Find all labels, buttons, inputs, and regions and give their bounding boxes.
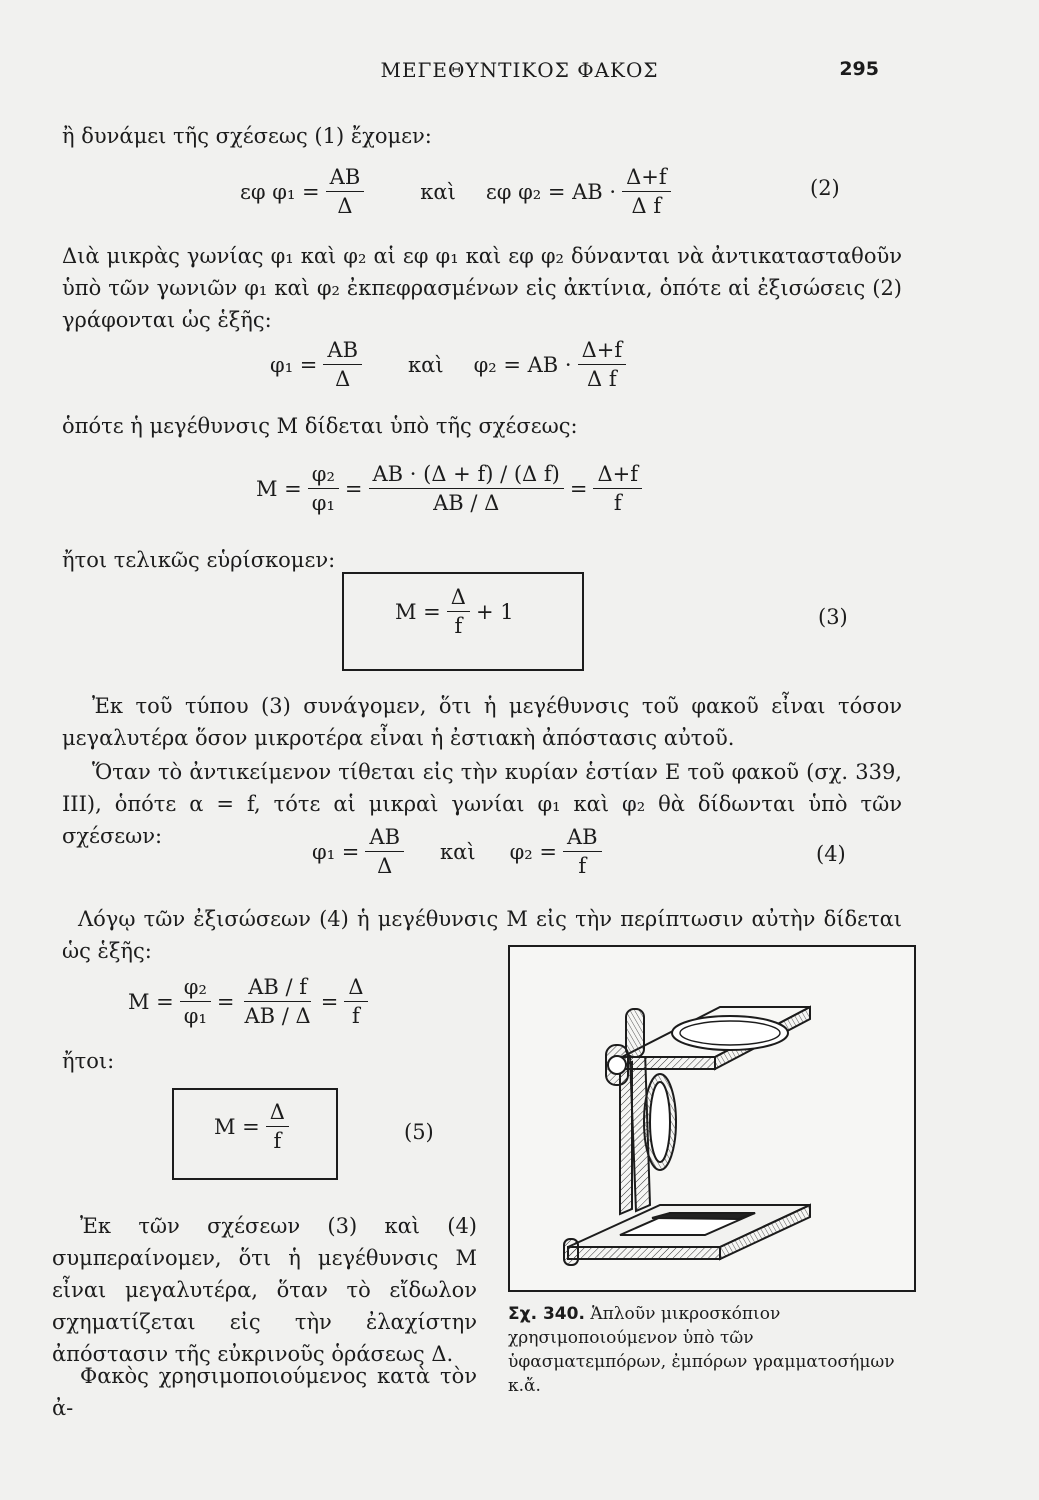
equation-4: [312, 825, 608, 878]
figure-caption: [508, 1302, 912, 1398]
eqM-fraction-1: [308, 462, 339, 515]
eq2-fraction-1: [326, 165, 365, 218]
running-header: ΜΕΓΕΘΥΝΤΙΚΟΣ ΦΑΚΟΣ: [380, 58, 659, 82]
eqM2-equals-1: =: [216, 989, 235, 1014]
eqM-equals-1: =: [344, 476, 363, 501]
eq4-lhs2: φ₂ =: [509, 839, 557, 864]
eq2b-f1-den: Δ: [335, 367, 351, 391]
eq2b-kai: καὶ: [408, 352, 444, 377]
eqM-f2-num: AB · (Δ + f) / (Δ f): [369, 462, 564, 489]
eq4-f2-den: f: [578, 854, 587, 878]
equation-4-number: (4): [816, 842, 846, 866]
paragraph-7: Λόγῳ τῶν ἐξισώσεων (4) ἡ μεγέθυνσις Μ εἰς τὴν περίπτωσιν αὐτὴν δίδεται ὡς ἑξῆς:: [62, 907, 902, 963]
eqM-fraction-3: [593, 462, 642, 515]
eqM-lhs: M =: [256, 476, 302, 501]
equation-3: [395, 585, 514, 638]
eqM-equals-2: =: [569, 476, 588, 501]
eqM-f3-num: Δ+f: [593, 462, 642, 489]
equation-M: [256, 462, 648, 515]
paragraph-4: ἤτοι τελικῶς εὑρίσκομεν:: [62, 548, 336, 572]
eq2b-lhs1: φ₁ =: [270, 352, 318, 377]
paragraph-6: Ὅταν τὸ ἀντικείμενον τίθεται εἰς τὴν κυρίαν ἑστίαν Ε τοῦ φακοῦ (σχ. 339, III), ὁπότε α = f, τότε αἱ μικραὶ γωνίαι φ₁ καὶ φ₂ θὰ δίδωνται ὑπὸ τῶν σχέσεων:: [62, 760, 902, 848]
eq2-f1-den: Δ: [337, 194, 353, 218]
eq3-fraction: [447, 585, 470, 638]
eqM2-f2-num: AB / f: [244, 975, 311, 1002]
eq3-rhs: + 1: [475, 599, 514, 624]
eq2b-f2-num: Δ+f: [578, 338, 627, 365]
paragraph-5: Ἐκ τοῦ τύπου (3) συνάγομεν, ὅτι ἡ μεγέθυνσις τοῦ φακοῦ εἶναι τόσον μεγαλυτέρα ὅσον μικροτέρα εἶναι ἡ ἐστιακὴ ἀπόστασις αὐτοῦ.: [62, 694, 902, 750]
eq2b-fraction-2: [578, 338, 627, 391]
eq2b-fraction-1: [323, 338, 362, 391]
figure-label: Σχ. 340.: [508, 1304, 585, 1324]
eqM2-f1-den: φ₁: [183, 1004, 207, 1028]
eq4-f1-num: AB: [365, 825, 404, 852]
paragraph-10: Φακὸς χρησιμοποιούμενος κατὰ τὸν ἀ-: [52, 1364, 477, 1420]
eq2-lhs1: εφ φ₁ =: [240, 179, 320, 204]
paragraph-3: ὁπότε ἡ μεγέθυνσις Μ δίδεται ὑπὸ τῆς σχέσεως:: [62, 414, 578, 438]
eq5-lhs: M =: [214, 1114, 260, 1139]
eq3-lhs: M =: [395, 599, 441, 624]
eq2-f1-num: AB: [326, 165, 365, 192]
eq2b-f1-num: AB: [323, 338, 362, 365]
paragraph-9: Ἐκ τῶν σχέσεων (3) καὶ (4) συμπεραίνομεν, ὅτι ἡ μεγέθυνσις Μ εἶναι μεγαλυτέρα, ὅταν τὸ εἴδωλον σχηματίζεται εἰς τὴν ἐλαχίστην ἀπόστασιν τῆς εὐκρινοῦς ὁράσεως Δ.: [52, 1214, 477, 1366]
eq2-kai: καὶ: [420, 179, 456, 204]
eq2-f2-den: Δ f: [631, 194, 662, 218]
eq4-lhs1: φ₁ =: [312, 839, 360, 864]
eq5-f-den: f: [273, 1129, 282, 1153]
page-number: 295: [839, 58, 879, 80]
eq4-f2-num: AB: [563, 825, 602, 852]
equation-5-number: (5): [404, 1120, 434, 1144]
eq2-f2-num: Δ+f: [622, 165, 671, 192]
eqM2-lhs: M =: [128, 989, 174, 1014]
paragraph-1: ἢ δυνάμει τῆς σχέσεως (1) ἔχομεν:: [62, 124, 432, 148]
eq4-fraction-1: [365, 825, 404, 878]
eqM-fraction-2: [369, 462, 564, 515]
equation-M2: [128, 975, 374, 1028]
eqM-f1-num: φ₂: [308, 462, 339, 489]
eqM2-equals-2: =: [320, 989, 339, 1014]
equation-3-number: (3): [818, 605, 848, 629]
eqM-f2-den: AB / Δ: [433, 491, 500, 515]
eqM2-f1-num: φ₂: [180, 975, 211, 1002]
paragraph-8: ἤτοι:: [62, 1049, 115, 1073]
eq4-f1-den: Δ: [377, 854, 393, 878]
eqM2-f3-den: f: [352, 1004, 360, 1028]
eqM2-fraction-1: [180, 975, 211, 1028]
eq3-f-den: f: [454, 614, 463, 638]
eq5-f-num: Δ: [266, 1100, 289, 1127]
figure-caption-text: Ἁπλοῦν μικροσκόπιον χρησιμοποιούμενον ὑπὸ τῶν ὑφασματεμπόρων, ἐμπόρων γραμματοσήμων κ.ἄ.: [508, 1304, 895, 1396]
eqM2-f2-den: AB / Δ: [244, 1004, 311, 1028]
eqM2-fraction-3: [344, 975, 367, 1028]
figure-340-frame: [508, 945, 916, 1292]
eq4-kai: καὶ: [440, 839, 476, 864]
eqM-f1-den: φ₁: [311, 491, 335, 515]
eq4-fraction-2: [563, 825, 602, 878]
eq3-f-num: Δ: [447, 585, 470, 612]
equation-2b: [270, 338, 632, 391]
eq2-lhs2: εφ φ₂ = AB ·: [485, 179, 617, 204]
paragraph-2: Διὰ μικρὰς γωνίας φ₁ καὶ φ₂ αἱ εφ φ₁ καὶ εφ φ₂ δύνανται νὰ ἀντικατασταθοῦν ὑπὸ τῶν γωνιῶν φ₁ καὶ φ₂ ἐκπεφρασμένων εἰς ἀκτίνια, ὁπότε αἱ ἐξισώσεις (2) γράφονται ὡς ἑξῆς:: [62, 244, 902, 332]
equation-2: [240, 165, 677, 218]
eqM2-fraction-2: [241, 975, 315, 1028]
eqM2-f3-num: Δ: [344, 975, 367, 1002]
magnifier-illustration: [510, 947, 914, 1290]
equation-2-number: (2): [810, 176, 840, 200]
eq2b-lhs2: φ₂ = AB ·: [473, 352, 572, 377]
eq5-fraction: [266, 1100, 289, 1153]
eq2b-f2-den: Δ f: [587, 367, 617, 391]
eq2-fraction-2: [622, 165, 671, 218]
eqM-f3-den: f: [613, 491, 622, 515]
equation-5: [214, 1100, 295, 1153]
